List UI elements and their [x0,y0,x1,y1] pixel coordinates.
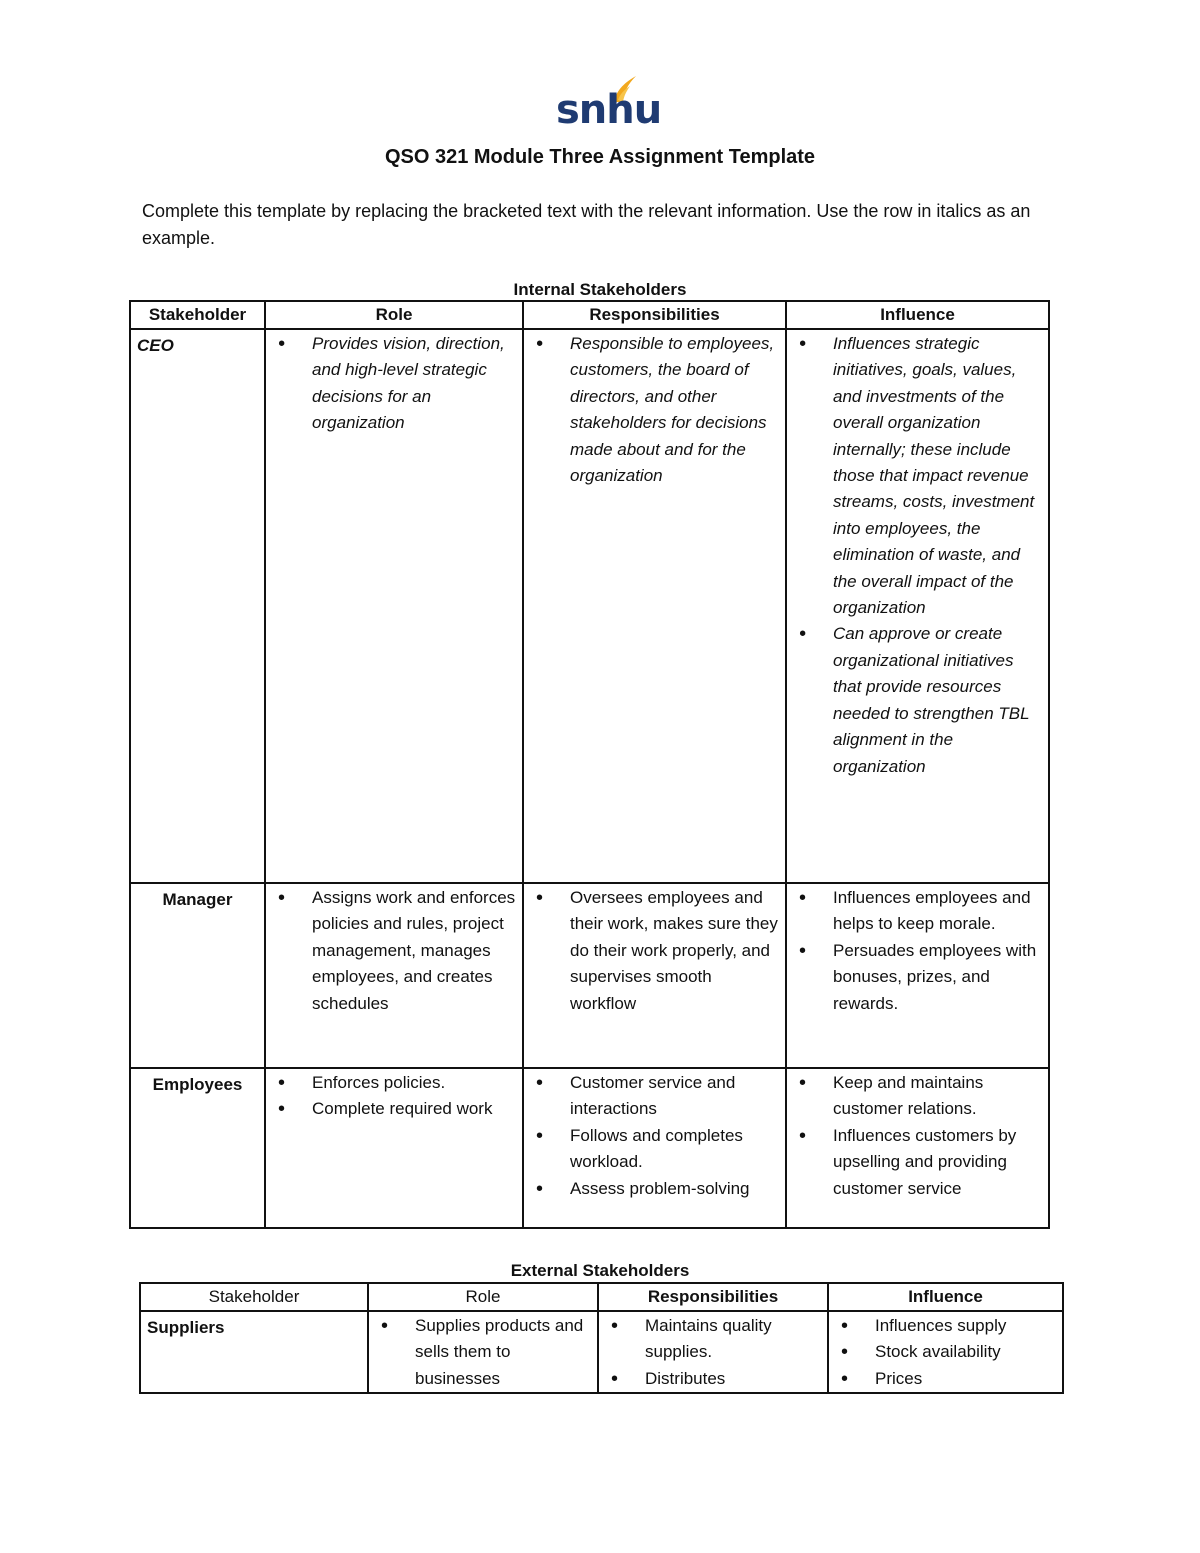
list-item: • Maintains quality supplies. [605,1313,821,1366]
list-item: • Distributes [605,1366,821,1392]
list-item: • Provides vision, direction, and high-level strategic decisions for an organization [272,331,516,437]
page-title: QSO 321 Module Three Assignment Template [384,146,816,168]
table-row-ceo [130,329,1049,883]
list-item: • Enforces policies. [272,1070,516,1096]
list-item: • Influences supply [835,1313,1056,1339]
header-responsibilities: Responsibilities [598,1283,828,1311]
external-stakeholders-table [139,1282,1064,1394]
header-influence: Influence [786,301,1049,329]
influence-list [793,331,1042,780]
responsibilities-list [530,885,779,1017]
header-role: Role [265,301,523,329]
instructions: Complete this template by replacing the bracketed text with the relevant information. Use the row in italics as an example. [142,201,1031,248]
role-list [375,1313,591,1392]
header-stakeholder: Stakeholder [130,301,265,329]
responsibilities-list [605,1313,821,1392]
influence-cell [786,883,1049,1068]
table-row-manager [130,883,1049,1068]
list-item: • Oversees employees and their work, makes sure they do their work properly, and supervises smooth workflow [530,885,779,1017]
list-item: • Stock availability [835,1339,1056,1365]
stakeholder-cell: Employees [130,1068,265,1228]
header-influence: Influence [828,1283,1063,1311]
influence-cell [786,1068,1049,1228]
internal-caption: Internal Stakeholders [513,280,687,299]
list-item: • Supplies products and sells them to businesses [375,1313,591,1392]
table-row-suppliers [140,1311,1063,1393]
external-caption: External Stakeholders [510,1261,690,1280]
influence-cell [786,329,1049,883]
snhu-logo [556,74,662,134]
list-item: • Responsible to employees, customers, the board of directors, and other stakeholders for decisions made about and for the organization [530,331,779,489]
role-cell [368,1311,598,1393]
list-item: • Assigns work and enforces policies and rules, project management, manages employees, and creates schedules [272,885,516,1017]
table-header-row [130,301,1049,329]
role-list [272,885,516,1017]
influence-list [835,1313,1056,1392]
table-header-row [140,1283,1063,1311]
role-cell [265,1068,523,1228]
list-item: • Influences strategic initiatives, goals, values, and investments of the overall organization internally; these include those that impact revenue streams, costs, investment into employees, the elimination of waste, and the overall impact of the organization [793,331,1042,621]
influence-list [793,1070,1042,1202]
table-row-employees [130,1068,1049,1228]
list-item: • Can approve or create organizational initiatives that provide resources needed to strengthen TBL alignment in the organization [793,621,1042,779]
responsibilities-cell [523,883,786,1068]
role-list [272,331,516,437]
list-item: • Complete required work [272,1096,516,1122]
list-item: • Prices [835,1366,1056,1392]
list-item: • Assess problem-solving [530,1176,779,1202]
role-cell [265,883,523,1068]
list-item: • Influences employees and helps to keep morale. [793,885,1042,938]
list-item: • Persuades employees with bonuses, prizes, and rewards. [793,938,1042,1017]
responsibilities-cell [523,329,786,883]
list-item: • Follows and completes workload. [530,1123,779,1176]
header-responsibilities: Responsibilities [523,301,786,329]
list-item: • Customer service and interactions [530,1070,779,1123]
responsibilities-list [530,1070,779,1202]
stakeholder-cell: Suppliers [140,1311,368,1393]
influence-cell [828,1311,1063,1393]
stakeholder-cell: CEO [130,329,265,883]
responsibilities-cell [523,1068,786,1228]
list-item: • Influences customers by upselling and providing customer service [793,1123,1042,1202]
logo-wordmark: snhu [556,87,662,133]
influence-list [793,885,1042,1017]
list-item: • Keep and maintains customer relations. [793,1070,1042,1123]
responsibilities-cell [598,1311,828,1393]
header-stakeholder: Stakeholder [140,1283,368,1311]
header-role: Role [368,1283,598,1311]
internal-stakeholders-table [129,300,1050,1229]
stakeholder-cell: Manager [130,883,265,1068]
role-list [272,1070,516,1123]
responsibilities-list [530,331,779,489]
role-cell [265,329,523,883]
